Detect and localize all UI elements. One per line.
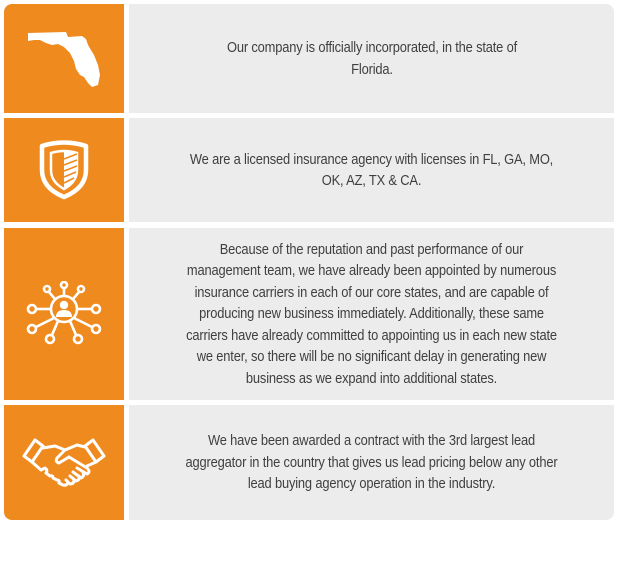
feature-text: We are a licensed insurance agency with licenses in FL, GA, MO, OK, AZ, TX & CA.: [189, 150, 554, 189]
network-person-icon: [22, 281, 106, 347]
shield-icon: [37, 140, 91, 200]
feature-text: We have been awarded a contract with the 3rd largest lead aggregator in the country that gives us lead pricing below any other lead buying agency operation in the industry.: [185, 432, 558, 493]
feature-row-contract: [4, 405, 614, 520]
text-panel: [129, 4, 614, 113]
feature-row-carriers: [4, 228, 614, 400]
text-panel: [129, 228, 614, 400]
feature-text: Our company is officially incorporated, in the state of Florida.: [226, 39, 517, 78]
handshake-icon: [21, 434, 107, 492]
feature-row-licenses: [4, 118, 614, 222]
feature-text: Because of the reputation and past performance of our management team, we have already been appointed by numerous insurance carriers in each of our core states, and are capable of producing new business immediately. Additionally, these same carriers have already committed to appointing us in each new state we enter, so there will be no significant delay in generating new business as we expand into additional states.: [186, 240, 557, 387]
text-panel: [129, 405, 614, 520]
florida-map-icon: [26, 29, 102, 89]
text-panel: [129, 118, 614, 222]
icon-tile: [4, 405, 124, 520]
icon-tile: [4, 228, 124, 400]
icon-tile: [4, 118, 124, 222]
feature-row-incorporation: [4, 4, 614, 113]
icon-tile: [4, 4, 124, 113]
